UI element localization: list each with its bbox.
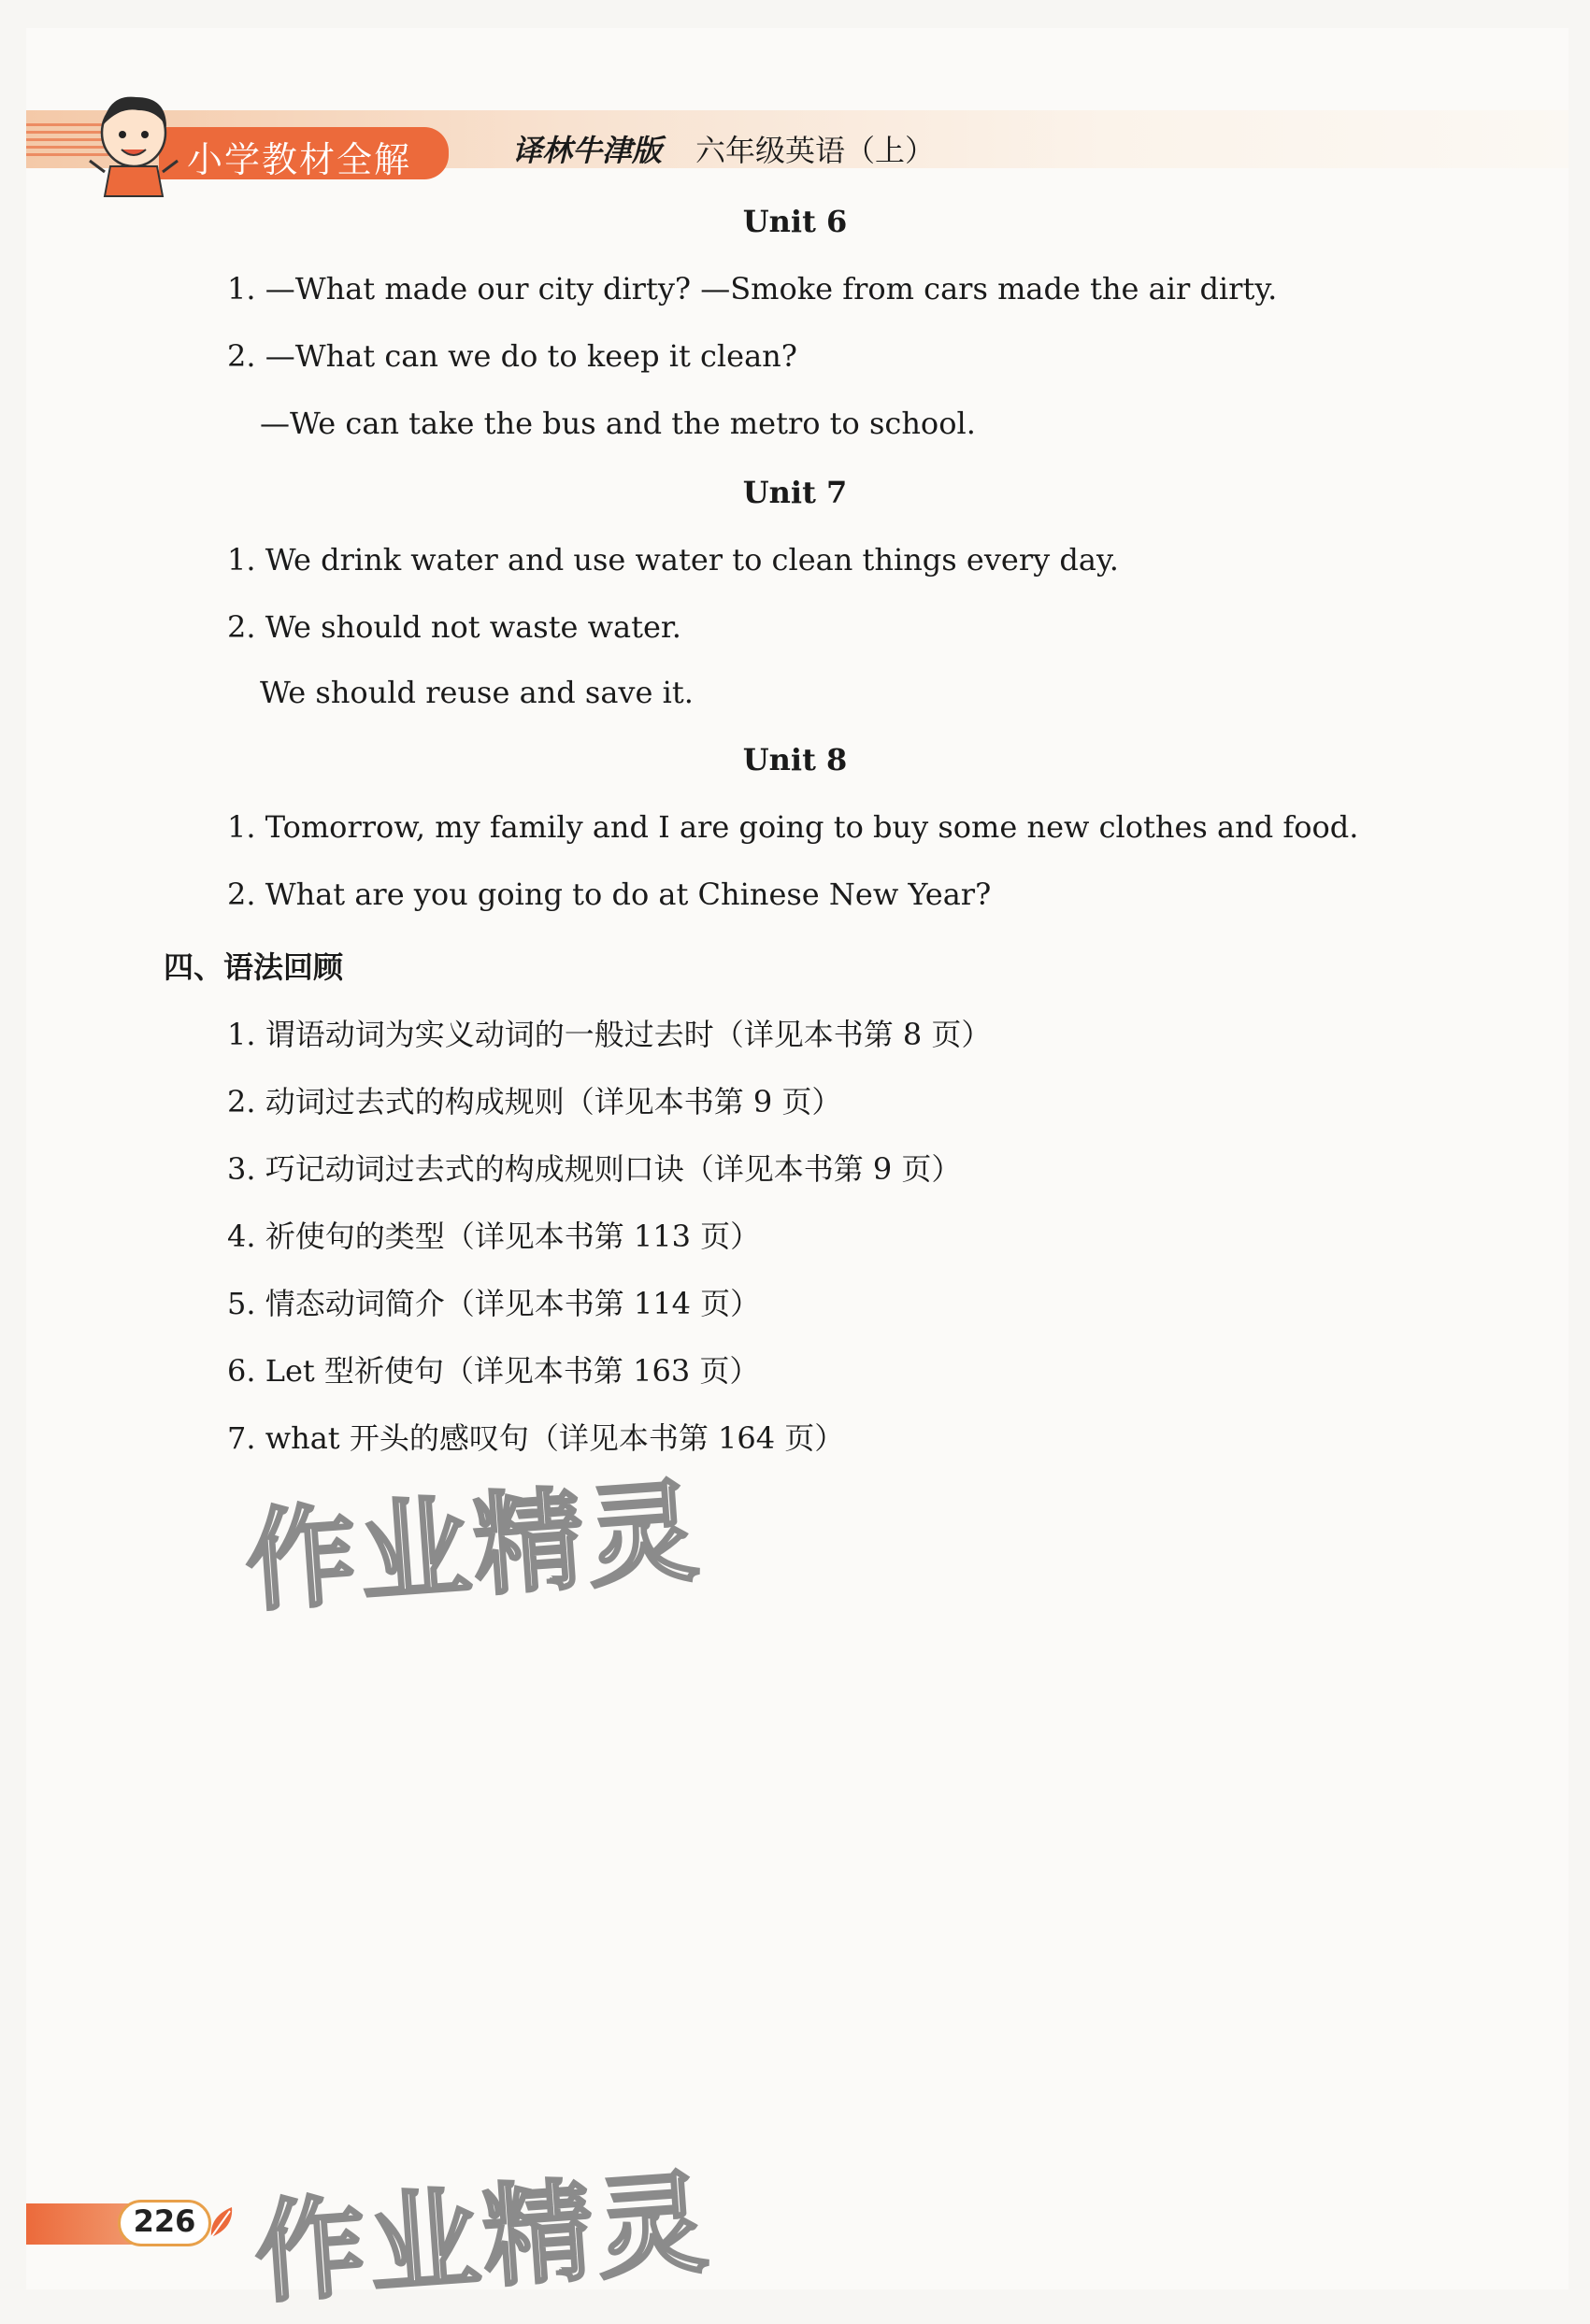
- watermark: 作业精灵: [251, 2158, 715, 2318]
- answer-line: 2. —What can we do to keep it clean?: [227, 338, 797, 374]
- answer-line: 2. We should not waste water.: [227, 609, 681, 645]
- publisher-label: 译林牛津版: [512, 133, 663, 168]
- unit-title: Unit 6: [742, 204, 848, 239]
- page-number: 226: [133, 2203, 196, 2239]
- grammar-item: 4. 祈使句的类型（详见本书第 113 页）: [227, 1219, 761, 1254]
- grammar-item: 6. Let 型祈使句（详见本书第 163 页）: [227, 1353, 760, 1389]
- watermark: 作业精灵: [241, 1466, 706, 1627]
- answer-line: 1. —What made our city dirty? —Smoke from cars made the air dirty.: [227, 271, 1278, 307]
- answer-line: 1. Tomorrow, my family and I are going to buy some new clothes and food.: [227, 809, 1359, 845]
- grammar-item: 5. 情态动词简介（详见本书第 114 页）: [227, 1286, 761, 1321]
- mascot-icon: [82, 86, 185, 198]
- grammar-item: 2. 动词过去式的构成规则（详见本书第 9 页）: [227, 1084, 842, 1119]
- answer-line: We should reuse and save it.: [260, 675, 694, 710]
- brand-title: 小学教材全解: [187, 139, 412, 180]
- grammar-item: 7. what 开头的感叹句（详见本书第 164 页）: [227, 1420, 845, 1456]
- course-label: 六年级英语（上）: [695, 133, 936, 168]
- grammar-item: 3. 巧记动词过去式的构成规则口诀（详见本书第 9 页）: [227, 1151, 962, 1187]
- section-heading: 四、语法回顾: [164, 949, 344, 985]
- unit-title: Unit 7: [742, 475, 848, 510]
- leaf-icon: [208, 2203, 236, 2241]
- grammar-item: 1. 谓语动词为实义动词的一般过去时（详见本书第 8 页）: [227, 1017, 992, 1052]
- answer-line: 2. What are you going to do at Chinese New Year?: [227, 877, 992, 912]
- unit-title: Unit 8: [742, 742, 848, 777]
- book-title: [512, 127, 935, 170]
- answer-line: —We can take the bus and the metro to school.: [260, 406, 976, 441]
- answer-line: 1. We drink water and use water to clean things every day.: [227, 542, 1119, 577]
